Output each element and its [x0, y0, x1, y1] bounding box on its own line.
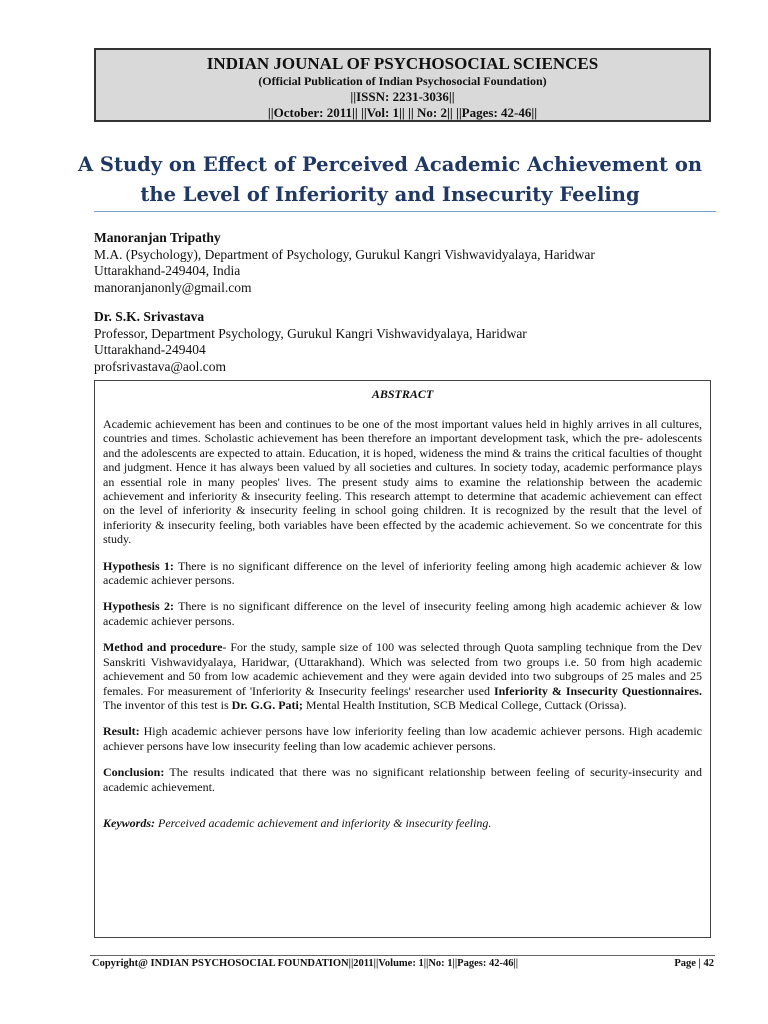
method-procedure	[103, 640, 702, 712]
author-block-2	[94, 309, 734, 375]
journal-issn: ||ISSN: 2231-3036||	[350, 89, 455, 104]
author-block-1	[94, 230, 734, 296]
author-name: Manoranjan Tripathy	[94, 230, 221, 245]
method-inventor: Dr. G.G. Pati;	[231, 697, 303, 712]
abstract-heading: ABSTRACT	[371, 387, 434, 401]
method-label: Method and procedure	[103, 640, 223, 655]
method-text-2: The inventor of this test is	[103, 697, 232, 712]
conclusion-text: The results indicated that there was no significant relationship between feeling of security-insecurity and academic achievement.	[103, 765, 702, 794]
author-name: Dr. S.K. Srivastava	[94, 309, 205, 324]
journal-issue-info: ||October: 2011|| ||Vol: 1|| || No: 2|| ||Pages: 42-46||	[267, 105, 538, 120]
result	[103, 724, 702, 753]
result-label: Result:	[103, 724, 140, 739]
keywords	[103, 816, 702, 831]
journal-header-box	[94, 48, 711, 122]
footer-copyright: Copyright@ INDIAN PSYCHOSOCIAL FOUNDATION||2011||Volume: 1||No: 1||Pages: 42-46||	[92, 958, 519, 969]
abstract-box	[94, 380, 711, 938]
footer-divider	[90, 955, 715, 956]
author-email[interactable]: manoranjanonly@gmail.com	[94, 279, 252, 295]
method-text-1: - For the study, sample size of 100 was selected through Quota sampling technique from the Dev Sanskriti Vishwavidyalaya, Haridwar, (Uttarakhand). Which was selected from two groups i.e. 50 from high academic achievement and 50 from low academic achievement and they were again devided into two subgroups of 25 males and 25 females. For measurement of 'Inferiority & Insecurity feelings' researcher used	[103, 640, 703, 698]
result-text: High academic achiever persons have low inferiority feeling than low academic achiever persons. High academic achiever persons have low insecurity feeling than low academic achiever persons.	[103, 724, 702, 753]
hypothesis-2	[103, 599, 702, 628]
journal-subtitle: (Official Publication of Indian Psychosocial Foundation)	[258, 74, 547, 88]
method-tool: Inferiority & Insecurity Questionnaires.	[493, 683, 702, 698]
hypothesis-1-label: Hypothesis 1:	[103, 558, 174, 573]
conclusion-label: Conclusion:	[103, 765, 165, 780]
journal-title: INDIAN JOUNAL OF PSYCHOSOCIAL SCIENCES	[206, 54, 599, 73]
author-affiliation: Professor, Department Psychology, Gurukul Kangri Vishwavidyalaya, Haridwar	[94, 325, 527, 341]
hypothesis-1	[103, 559, 702, 588]
keywords-label: Keywords:	[103, 815, 155, 830]
hypothesis-1-text: There is no significant difference on the level of inferiority feeling among high academic achiever & low academic achiever persons.	[103, 558, 702, 588]
title-divider	[94, 211, 716, 212]
hypothesis-2-label: Hypothesis 2:	[103, 599, 174, 614]
author-email[interactable]: profsrivastava@aol.com	[94, 358, 227, 374]
author-address: Uttarakhand-249404	[94, 342, 206, 357]
author-address: Uttarakhand-249404, India	[94, 263, 241, 278]
paper-title: A Study on Effect of Perceived Academic Achievement on the Level of Inferiority and Insecurity Feeling	[77, 153, 703, 206]
hypothesis-2-text: There is no significant difference on the level of insecurity feeling among high academic achiever & low academic achiever persons.	[103, 599, 702, 628]
footer-page-number: Page | 42	[674, 958, 714, 969]
author-affiliation: M.A. (Psychology), Department of Psychology, Gurukul Kangri Vishwavidyalaya, Haridwar	[94, 246, 595, 262]
keywords-text: Perceived academic achievement and inferiority & insecurity feeling.	[155, 815, 492, 830]
method-text-3: Mental Health Institution, SCB Medical College, Cuttack (Orissa).	[302, 697, 627, 712]
conclusion	[103, 765, 702, 794]
abstract-body: Academic achievement has been and continues to be one of the most important values held in highly arrives in all cultures, countries and times. Scholastic achievement has been therefore an important development task, which the pre- adolescents and the adolescents are expected to attain. Education, it is hoped, wideness the mind & trains the critical faculties of thought and judgment. Hence it has always been valued by all societies and cultures. In society today, academic performance plays an essential role in many peoples' lives. The present study aims to examine the relationship between the academic achievement and inferiority & insecurity feeling. This research attempt to determine that academic achievement can effect on the level of inferiority & insecurity feeling in school going children. It is recognized by the result that the level of inferiority & insecurity feeling, both variables have been effected by the academic achievement. So we concentrate for this study.	[103, 417, 702, 547]
